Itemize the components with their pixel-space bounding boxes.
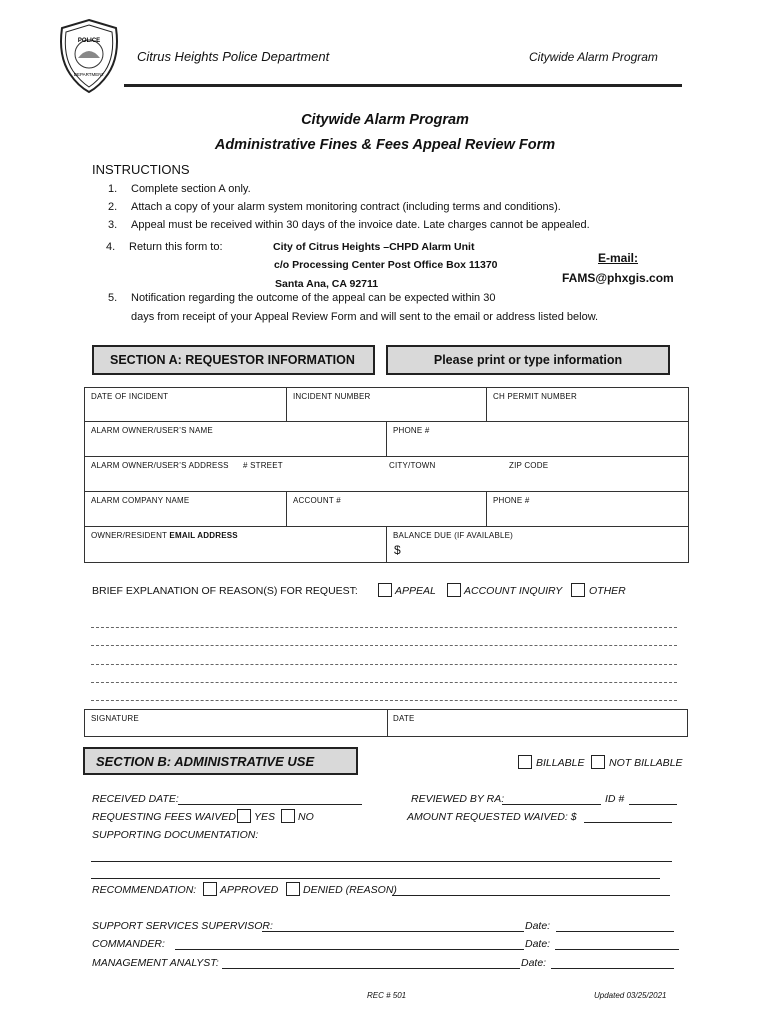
owner-address-field[interactable] [85, 457, 689, 492]
commander-date-line[interactable] [555, 949, 679, 950]
return-address-line2: c/o Processing Center Post Office Box 11370 [274, 259, 498, 271]
email-address[interactable]: FAMS@phxgis.com [562, 271, 674, 285]
section-b-title-text: SECTION B: ADMINISTRATIVE USE [96, 753, 315, 769]
explanation-line-1[interactable] [91, 627, 677, 628]
analyst-label: MANAGEMENT ANALYST: [92, 957, 219, 969]
street-label: # STREET [243, 461, 283, 470]
company-name-field[interactable] [85, 492, 287, 527]
analyst-line[interactable] [222, 968, 520, 969]
analyst-date-line[interactable] [551, 968, 674, 969]
approved-checkbox[interactable] [203, 882, 217, 896]
phone-label-2: PHONE # [493, 496, 530, 505]
billable-checkbox[interactable] [518, 755, 532, 769]
company-name-label: ALARM COMPANY NAME [91, 496, 190, 505]
balance-due-label: BALANCE DUE (IF AVAILABLE) [393, 531, 514, 540]
supporting-docs-line-2[interactable] [91, 878, 660, 879]
header-divider [124, 84, 682, 87]
ch-permit-number-field[interactable] [487, 388, 689, 422]
phone-field-1[interactable] [387, 422, 689, 457]
incident-number-label: INCIDENT NUMBER [293, 392, 371, 401]
ch-permit-number-label: CH PERMIT NUMBER [493, 392, 577, 401]
supervisor-label: SUPPORT SERVICES SUPERVISOR: [92, 920, 273, 932]
fees-yes-label: YES [254, 811, 276, 823]
requesting-fees-label: REQUESTING FEES WAIVED [92, 811, 236, 823]
reason-label: BRIEF EXPLANATION OF REASON(S) FOR REQUEST: [92, 585, 358, 597]
signature-label: SIGNATURE [91, 714, 139, 723]
police-seal [56, 18, 122, 94]
incident-number-field[interactable] [287, 388, 487, 422]
email-address-label [91, 531, 238, 540]
phone-field-2[interactable] [487, 492, 689, 527]
amount-requested-label: AMOUNT REQUESTED WAIVED: $ [407, 811, 577, 823]
instruction-text-2: Attach a copy of your alarm system monitoring contract (including terms and conditions). [131, 201, 561, 213]
email-label-prefix: OWNER/RESIDENT [91, 531, 170, 540]
email-label: E-mail: [598, 251, 639, 265]
signature-row [84, 709, 688, 737]
instruction-text-5-cont: days from receipt of your Appeal Review Form and will sent to the email or address listed below. [131, 311, 599, 323]
form-title-line1: Citywide Alarm Program [301, 112, 469, 128]
supervisor-line[interactable] [262, 931, 524, 932]
signature-field[interactable] [85, 710, 388, 736]
instructions-heading: INSTRUCTIONS [92, 162, 190, 177]
date-of-incident-label: DATE OF INCIDENT [91, 392, 169, 401]
approved-label: APPROVED [220, 884, 279, 896]
section-b-title [83, 747, 358, 775]
supporting-docs-line-1[interactable] [91, 861, 672, 862]
owner-name-field[interactable] [85, 422, 387, 457]
supporting-docs-label: SUPPORTING DOCUMENTATION: [92, 829, 259, 841]
account-inquiry-checkbox[interactable] [447, 583, 461, 597]
dollar-sign: $ [394, 543, 401, 557]
zip-label: ZIP CODE [509, 461, 549, 470]
instruction-text-5: Notification regarding the outcome of the appeal can be expected within 30 [131, 292, 496, 304]
print-note-box [386, 345, 670, 375]
id-line[interactable] [629, 804, 677, 805]
return-address-line3: Santa Ana, CA 92711 [275, 278, 379, 290]
appeal-label: APPEAL [395, 585, 436, 597]
instruction-num-4: 4. [106, 241, 116, 253]
denied-checkbox[interactable] [286, 882, 300, 896]
instruction-num-1: 1. [108, 183, 118, 195]
id-label: ID # [605, 793, 625, 805]
recommendation-label: RECOMMENDATION: [92, 884, 197, 896]
email-label-bold: EMAIL ADDRESS [169, 531, 238, 540]
fees-yes-checkbox[interactable] [237, 809, 251, 823]
supervisor-date-label: Date: [525, 920, 551, 932]
balance-due-field[interactable] [387, 527, 689, 563]
other-label: OTHER [589, 585, 626, 597]
explanation-line-3[interactable] [91, 664, 677, 665]
denied-reason-line[interactable] [392, 895, 670, 896]
received-date-label: RECEIVED DATE: [92, 793, 179, 805]
signature-date-field[interactable] [387, 710, 687, 736]
date-of-incident-field[interactable] [85, 388, 287, 422]
owner-address-label: ALARM OWNER/USER’S ADDRESS [91, 461, 229, 470]
received-date-line[interactable] [178, 804, 362, 805]
instruction-num-5: 5. [108, 292, 118, 304]
account-field[interactable] [287, 492, 487, 527]
section-a-title [92, 345, 375, 375]
instruction-num-2: 2. [108, 201, 118, 213]
return-address-line1: City of Citrus Heights –CHPD Alarm Unit [273, 241, 475, 253]
svg-text:DEPARTMENT: DEPARTMENT [73, 72, 105, 77]
other-checkbox[interactable] [571, 583, 585, 597]
commander-line[interactable] [175, 949, 524, 950]
fees-no-label: NO [298, 811, 314, 823]
instruction-text-4: Return this form to: [129, 241, 223, 253]
program-name: Citywide Alarm Program [529, 50, 658, 64]
updated-date: Updated 03/25/2021 [594, 991, 667, 1000]
not-billable-label: NOT BILLABLE [609, 757, 683, 769]
explanation-line-2[interactable] [91, 645, 677, 646]
explanation-line-4[interactable] [91, 682, 677, 683]
phone-label-1: PHONE # [393, 426, 430, 435]
instruction-text-1: Complete section A only. [131, 183, 251, 195]
reviewed-by-line[interactable] [502, 804, 601, 805]
form-title-line2: Administrative Fines & Fees Appeal Review Form [214, 137, 556, 153]
section-a-title-text: SECTION A: REQUESTOR INFORMATION [110, 353, 355, 367]
supervisor-date-line[interactable] [556, 931, 674, 932]
account-label: ACCOUNT # [293, 496, 341, 505]
denied-label: DENIED (REASON) [303, 884, 397, 896]
signature-date-label: DATE [393, 714, 415, 723]
requestor-info-table [84, 387, 689, 563]
instruction-num-3: 3. [108, 219, 118, 231]
reviewed-by-label: REVIEWED BY RA: [411, 793, 505, 805]
commander-date-label: Date: [525, 938, 551, 950]
department-name: Citrus Heights Police Department [137, 49, 330, 64]
email-address-field[interactable] [85, 527, 387, 563]
svg-text:POLICE: POLICE [77, 38, 101, 44]
amount-requested-line[interactable] [584, 822, 672, 823]
print-note-text: Please print or type information [433, 353, 623, 367]
analyst-date-label: Date: [521, 957, 547, 969]
commander-label: COMMANDER: [92, 938, 165, 950]
appeal-checkbox[interactable] [378, 583, 392, 597]
explanation-line-5[interactable] [91, 700, 677, 701]
owner-name-label: ALARM OWNER/USER’S NAME [91, 426, 213, 435]
account-inquiry-label: ACCOUNT INQUIRY [464, 585, 563, 597]
instruction-text-3: Appeal must be received within 30 days of the invoice date. Late charges cannot be appealed. [131, 219, 590, 231]
not-billable-checkbox[interactable] [591, 755, 605, 769]
fees-no-checkbox[interactable] [281, 809, 295, 823]
rec-number: REC # 501 [367, 991, 407, 1000]
billable-label: BILLABLE [536, 757, 585, 769]
city-label: CITY/TOWN [389, 461, 436, 470]
